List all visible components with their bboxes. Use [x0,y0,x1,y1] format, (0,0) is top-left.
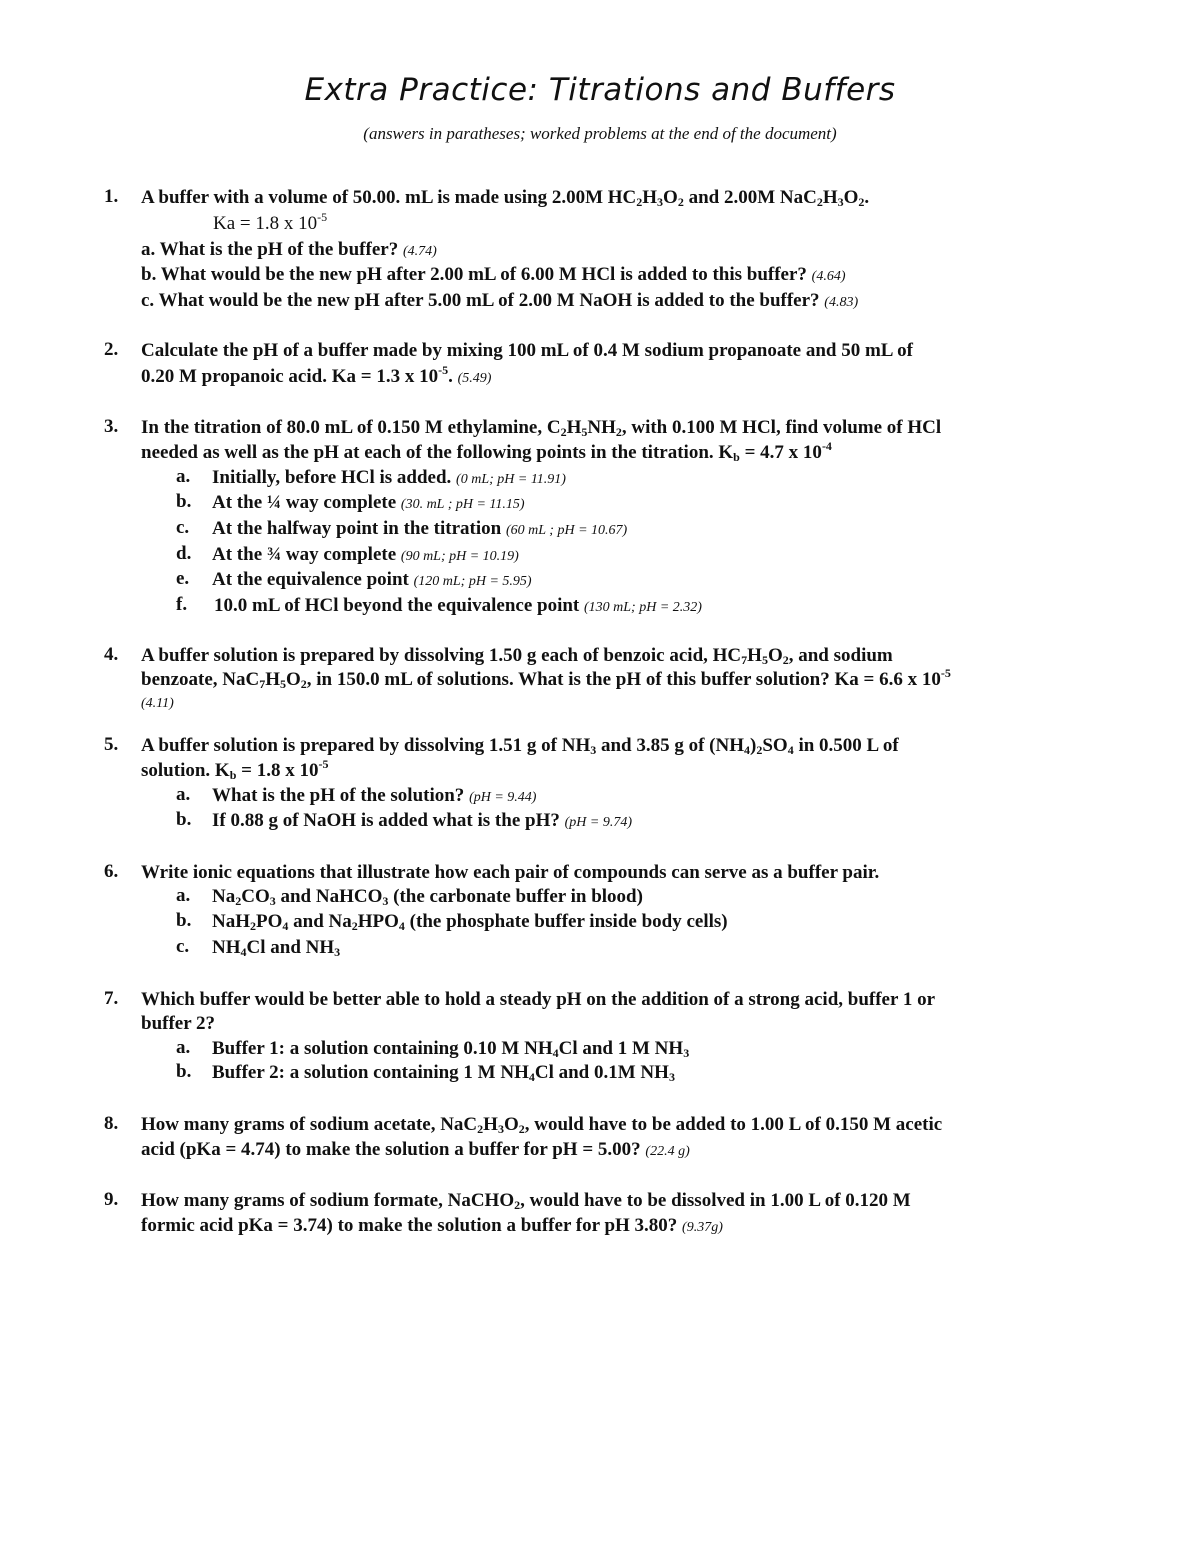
question-number: 4. [104,644,119,665]
question-3-part-c: At the halfway point in the titration (60 mL ; pH = 10.67) [212,518,628,539]
answer: (130 mL; pH = 2.32) [584,600,702,615]
answer: (pH = 9.44) [469,790,537,805]
question-5-line-1: A buffer solution is prepared by dissolving 1.51 g of $NH_3$ and 3.85 g of $(NH_4)_2SO_4$ in 0.500 L of [141,735,899,757]
item-label: c. [176,936,190,957]
question-3-line-2: needed as well as the pH at each of the following points in the titration. $K_b = 4.7$ x $10^{-4}$ [141,439,832,464]
item-label: a. [176,784,191,805]
question-3-part-a: Initially, before HCl is added. (0 mL; pH = 11.91) [212,467,566,488]
question-1-line-1: A buffer with a volume of 50.00. mL is made using 2.00M $HC_2H_3O_2$ and 2.00M $NaC_2H_3O_2$. [141,187,870,209]
item-label: b. [176,1061,192,1082]
question-7-part-b: Buffer 2: a solution containing 1 M $NH_4Cl$ and 0.1M $NH_3$ [212,1062,675,1084]
question-7-part-a: Buffer 1: a solution containing 0.10 M $NH_4Cl$ and 1 M $NH_3$ [212,1038,690,1060]
answer: (9.37g) [682,1220,723,1235]
item-label: b. [176,910,192,931]
question-6-part-a: $Na_2CO_3$ and NaHCO$_3$ (the carbonate buffer in blood) [212,886,643,908]
question-number: 3. [104,416,119,437]
question-3-part-d: At the ¾ way complete (90 mL; pH = 10.19) [212,544,519,565]
question-6-line-1: Write ionic equations that illustrate how each pair of compounds can serve as a buffer pair. [141,862,880,883]
item-label: a. [176,885,191,906]
question-3-part-b: At the ¼ way complete (30. mL ; pH = 11.15) [212,492,525,513]
item-label: d. [176,543,192,564]
question-1-part-b: b. What would be the new pH after 2.00 mL of 6.00 M HCl is added to this buffer? (4.64) [141,264,846,285]
answer: (0 mL; pH = 11.91) [456,472,566,487]
question-number: 1. [104,186,119,207]
question-4-line-2: benzoate, $NaC_7H_5O_2$, in 150.0 mL of solutions. What is the pH of this buffer solution? Ka = 6.6 x $10^{-5}$ [141,666,951,691]
question-8-line-1: How many grams of sodium acetate, $NaC_2H_3O_2$, would have to be added to 1.00 L of 0.150 M acetic [141,1114,943,1136]
answer: (5.49) [457,371,492,386]
answer: (60 mL ; pH = 10.67) [505,523,628,538]
page-subtitle: (answers in paratheses; worked problems at the end of the document) [363,124,837,143]
question-9-line-2: formic acid pKa = 3.74) to make the solution a buffer for pH 3.80? (9.37g) [141,1215,723,1236]
answer: (22.4 g) [645,1144,690,1159]
answer: (4.83) [824,295,859,310]
question-7-line-1: Which buffer would be better able to hold a steady pH on the addition of a strong acid, buffer 1 or [141,989,936,1010]
question-3-part-e: At the equivalence point (120 mL; pH = 5.95) [212,569,532,590]
question-1-part-a: a. What is the pH of the buffer? (4.74) [141,239,437,260]
question-number: 9. [104,1189,119,1210]
question-9-line-1: How many grams of sodium formate, NaCHO$_2$, would have to be dissolved in 1.00 L of 0.120 M [141,1190,911,1212]
page-title: Extra Practice: Titrations and Buffers [304,72,896,108]
question-2-line-2: 0.20 M propanoic acid. Ka = 1.3 x $10^{-5}$. (5.49) [141,363,492,387]
item-label: b. [176,491,192,512]
question-5-line-2: solution. $K_b = 1.8$ x $10^{-5}$ [141,757,329,782]
question-number: 5. [104,734,119,755]
question-1-ka: Ka = 1.8 x $10^{-5}$ [213,210,328,234]
answer: (120 mL; pH = 5.95) [413,574,532,589]
question-1-part-c: c. What would be the new pH after 5.00 mL of 2.00 M NaOH is added to the buffer? (4.83) [141,290,859,311]
question-number: 8. [104,1113,119,1134]
item-label: c. [176,517,190,538]
item-label: f. [176,594,188,615]
question-5-part-a: What is the pH of the solution? (pH = 9.44) [212,785,537,806]
question-number: 7. [104,988,119,1009]
item-label: b. [176,809,192,830]
item-label: a. [176,1037,191,1058]
answer: (30. mL ; pH = 11.15) [400,497,525,512]
answer: (4.74) [402,244,437,259]
question-4-answer: (4.11) [141,696,174,711]
question-2-line-1: Calculate the pH of a buffer made by mixing 100 mL of 0.4 M sodium propanoate and 50 mL of [141,340,914,361]
answer: (4.64) [811,269,846,284]
question-6-part-b: $NaH_2PO_4$ and $Na_2HPO_4$ (the phosphate buffer inside body cells) [212,911,728,933]
question-5-part-b: If 0.88 g of NaOH is added what is the pH? (pH = 9.74) [212,810,632,831]
question-3-line-1: In the titration of 80.0 mL of 0.150 M ethylamine, $C_2H_5NH_2$, with 0.100 M HCl, find volume of HCl [141,417,942,439]
question-3-part-f: 10.0 mL of HCl beyond the equivalence point (130 mL; pH = 2.32) [214,595,702,616]
question-6-part-c: $NH_4Cl$ and $NH_3$ [212,937,341,959]
item-label: e. [176,568,190,589]
answer: (90 mL; pH = 10.19) [400,549,519,564]
question-number: 2. [104,339,119,360]
question-4-line-1: A buffer solution is prepared by dissolving 1.50 g each of benzoic acid, $HC_7H_5O_2$, and sodium [141,645,893,667]
question-7-line-2: buffer 2? [141,1013,216,1034]
question-number: 6. [104,861,119,882]
item-label: a. [176,466,191,487]
question-8-line-2: acid (pKa = 4.74) to make the solution a buffer for pH = 5.00? (22.4 g) [141,1139,690,1160]
answer: (pH = 9.74) [564,815,632,830]
